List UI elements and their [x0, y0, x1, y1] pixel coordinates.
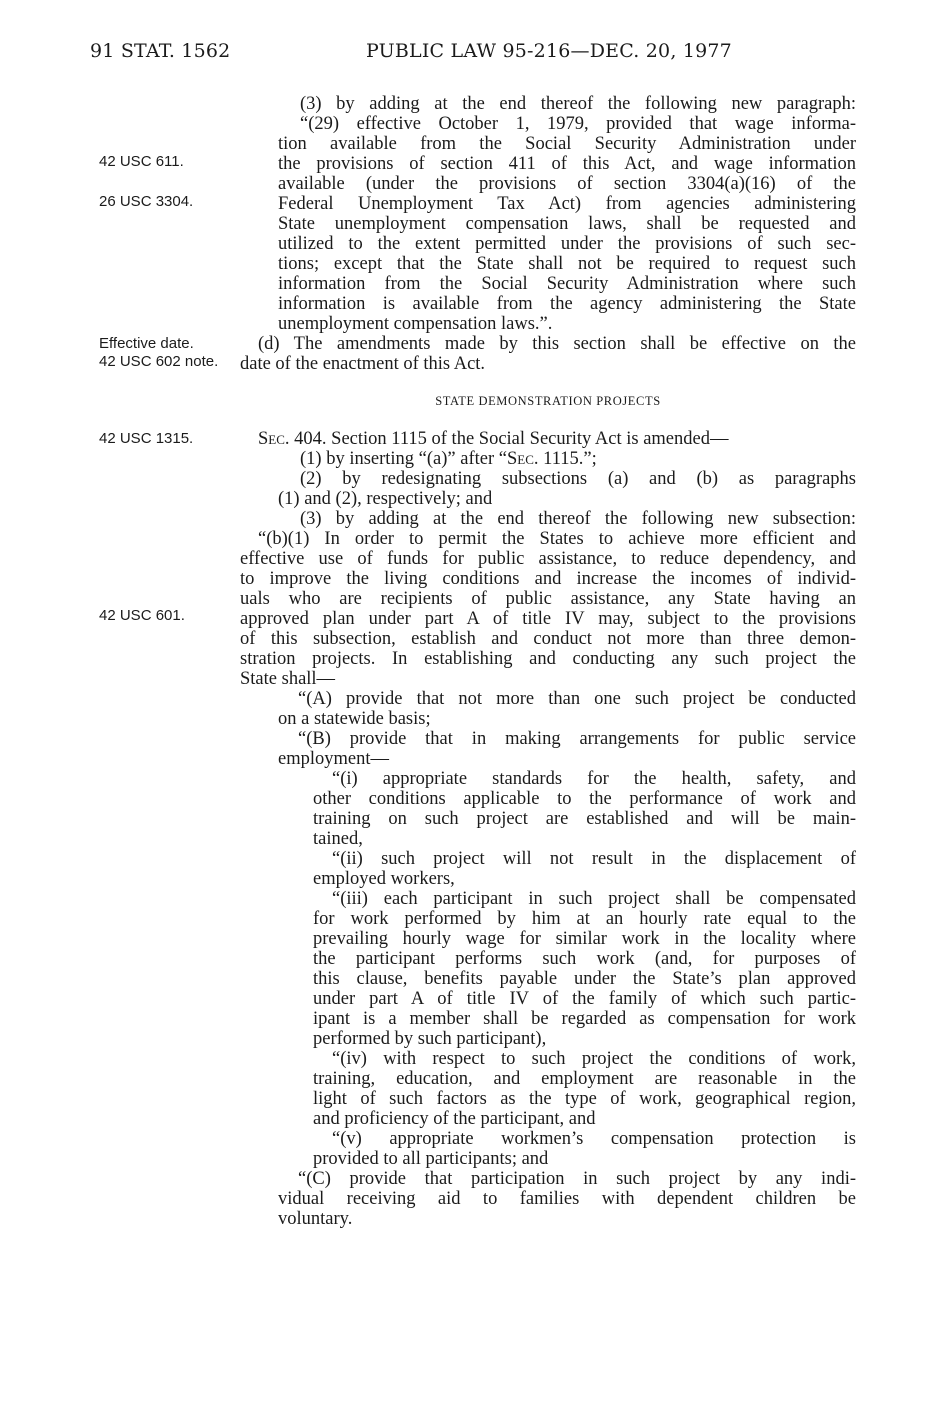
- text-line: (3) by adding at the end thereof the following new subsection:: [300, 509, 856, 529]
- text-line: prevailing hourly wage for similar work in the locality where: [313, 929, 856, 949]
- margin-note-42-usc-601: 42 USC 601.: [99, 607, 185, 624]
- text-line: training on such project are established and will be main-: [313, 809, 856, 829]
- text-line: employed workers,: [313, 869, 455, 889]
- text-line: State unemployment compensation laws, shall be requested and: [278, 214, 856, 234]
- text-line: “(ii) such project will not result in the displacement of: [332, 849, 856, 869]
- text-line: utilized to the extent permitted under the provisions of such sec-: [278, 234, 856, 254]
- text-line: this clause, benefits payable under the State’s plan approved: [313, 969, 856, 989]
- text-line: “(b)(1) In order to permit the States to achieve more efficient and: [258, 529, 856, 549]
- text-line: employment—: [278, 749, 389, 769]
- text-line-section-404: [258, 429, 856, 449]
- text-line: and proficiency of the participant, and: [313, 1109, 596, 1129]
- text-line: training, education, and employment are reasonable in the: [313, 1069, 856, 1089]
- text-line: “(i) appropriate standards for the health, safety, and: [332, 769, 856, 789]
- text-line: light of such factors as the type of work, geographical region,: [313, 1089, 856, 1109]
- text-line: (d) The amendments made by this section shall be effective on the: [258, 334, 856, 354]
- text-line: for work performed by him at an hourly rate equal to the: [313, 909, 856, 929]
- text-fragment: . 1115.”;: [533, 449, 597, 469]
- text-line: State shall—: [240, 669, 336, 689]
- text-line: date of the enactment of this Act.: [240, 354, 486, 374]
- margin-note-42-usc-602-note: 42 USC 602 note.: [99, 353, 219, 370]
- text-line: the provisions of section 411 of this Act, and wage information: [278, 154, 856, 174]
- text-line: voluntary.: [278, 1209, 353, 1229]
- text-line: information from the Social Security Administration where such: [278, 274, 856, 294]
- text-line: tions; except that the State shall not be required to request such: [278, 254, 856, 274]
- text-line: available (under the provisions of section 3304(a)(16) of the: [278, 174, 856, 194]
- text-line: “(iv) with respect to such project the conditions of work,: [332, 1049, 856, 1069]
- text-line: “(v) appropriate workmen’s compensation protection is: [332, 1129, 856, 1149]
- text-line: (1) and (2), respectively; and: [278, 489, 493, 509]
- page-header-citation: 91 STAT. 1562: [90, 40, 231, 62]
- text-line: “(29) effective October 1, 1979, provided that wage informa-: [300, 114, 856, 134]
- section-text: . 404. Section 1115 of the Social Security Act is amended—: [284, 429, 729, 449]
- text-line: (2) by redesignating subsections (a) and (b) as paragraphs: [300, 469, 856, 489]
- text-line: provided to all participants; and: [313, 1149, 549, 1169]
- text-line: [300, 449, 856, 469]
- text-line: the participant performs such work (and, for purposes of: [313, 949, 856, 969]
- text-line: unemployment compensation laws.”.: [278, 314, 553, 334]
- text-line: “(iii) each participant in such project shall be compensated: [332, 889, 856, 909]
- text-line: other conditions applicable to the performance of work and: [313, 789, 856, 809]
- text-line: to improve the living conditions and increase the incomes of individ-: [240, 569, 856, 589]
- section-label: Sec: [258, 429, 285, 449]
- text-line: Federal Unemployment Tax Act) from agencies administering: [278, 194, 856, 214]
- text-line: information is available from the agency administering the State: [278, 294, 856, 314]
- margin-note-26-usc-3304: 26 USC 3304.: [99, 193, 194, 210]
- text-line: tion available from the Social Security Administration under: [278, 134, 856, 154]
- margin-note-42-usc-611: 42 USC 611.: [99, 153, 184, 170]
- text-line: (3) by adding at the end thereof the following new paragraph:: [300, 94, 856, 114]
- text-line: approved plan under part A of title IV may, subject to the provisions: [240, 609, 856, 629]
- text-line: stration projects. In establishing and conducting any such project the: [240, 649, 856, 669]
- text-line: performed by such participant),: [313, 1029, 547, 1049]
- text-fragment: (1) by inserting “(a)” after “: [300, 449, 507, 469]
- margin-note-42-usc-1315: 42 USC 1315.: [99, 430, 194, 447]
- text-line: “(C) provide that participation in such project by any indi-: [298, 1169, 856, 1189]
- margin-note-effective-date: Effective date.: [99, 335, 194, 352]
- text-line: “(A) provide that not more than one such project be conducted: [298, 689, 856, 709]
- text-line: effective use of funds for public assistance, to reduce dependency, and: [240, 549, 856, 569]
- text-line: vidual receiving aid to families with dependent children be: [278, 1189, 856, 1209]
- text-line: on a statewide basis;: [278, 709, 431, 729]
- text-line: ipant is a member shall be regarded as compensation for work: [313, 1009, 856, 1029]
- text-line: uals who are recipients of public assistance, any State having an: [240, 589, 856, 609]
- text-line: tained,: [313, 829, 363, 849]
- text-line: “(B) provide that in making arrangements for public service: [298, 729, 856, 749]
- page-header-title: PUBLIC LAW 95-216—DEC. 20, 1977: [366, 40, 732, 62]
- text-line: of this subsection, establish and conduct not more than three demon-: [240, 629, 856, 649]
- text-fragment: Sec: [507, 449, 534, 469]
- text-line: under part A of title IV of the family of which such partic-: [313, 989, 856, 1009]
- section-heading: STATE DEMONSTRATION PROJECTS: [435, 394, 661, 408]
